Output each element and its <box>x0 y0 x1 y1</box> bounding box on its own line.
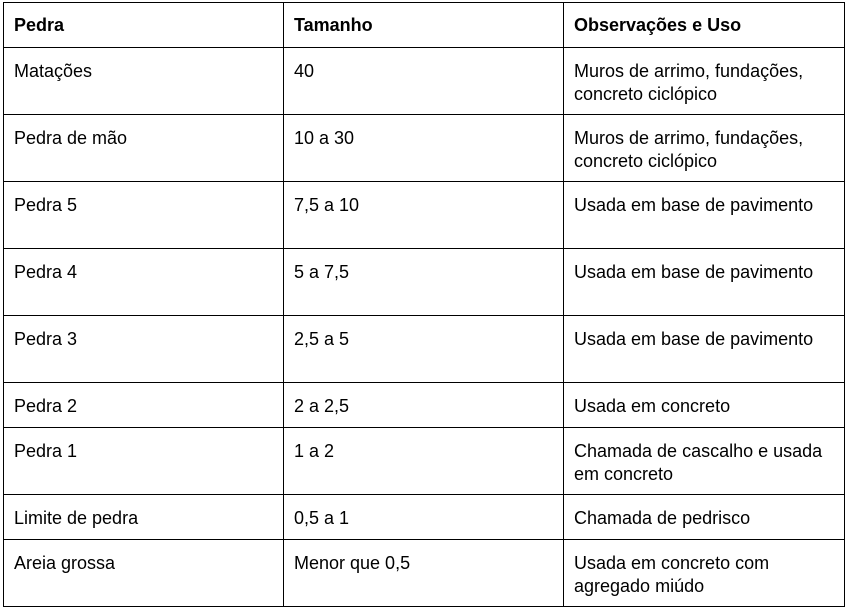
cell-pedra: Pedra 1 <box>4 428 284 495</box>
table-row <box>4 115 845 182</box>
cell-observacoes: Usada em base de pavimento <box>564 249 845 316</box>
table-row <box>4 428 845 495</box>
cell-tamanho: 40 <box>284 48 564 115</box>
table-row <box>4 540 845 607</box>
cell-observacoes: Chamada de cascalho e usada em concreto <box>564 428 845 495</box>
table-row <box>4 48 845 115</box>
table-row <box>4 249 845 316</box>
cell-observacoes: Chamada de pedrisco <box>564 495 845 540</box>
stone-size-table <box>3 2 845 607</box>
table-row <box>4 316 845 383</box>
table-row <box>4 495 845 540</box>
cell-pedra: Pedra 3 <box>4 316 284 383</box>
cell-observacoes: Usada em concreto <box>564 383 845 428</box>
cell-tamanho: 5 a 7,5 <box>284 249 564 316</box>
cell-tamanho: 7,5 a 10 <box>284 182 564 249</box>
table-header-row <box>4 3 845 48</box>
cell-pedra: Pedra 5 <box>4 182 284 249</box>
cell-tamanho: Menor que 0,5 <box>284 540 564 607</box>
cell-observacoes: Muros de arrimo, fundações, concreto ciclópico <box>564 48 845 115</box>
header-pedra: Pedra <box>4 3 284 48</box>
table-row <box>4 182 845 249</box>
header-tamanho: Tamanho <box>284 3 564 48</box>
cell-pedra: Matações <box>4 48 284 115</box>
cell-observacoes: Muros de arrimo, fundações, concreto ciclópico <box>564 115 845 182</box>
cell-pedra: Pedra 4 <box>4 249 284 316</box>
table-row <box>4 383 845 428</box>
cell-observacoes: Usada em concreto com agregado miúdo <box>564 540 845 607</box>
cell-pedra: Pedra de mão <box>4 115 284 182</box>
cell-pedra: Pedra 2 <box>4 383 284 428</box>
cell-observacoes: Usada em base de pavimento <box>564 316 845 383</box>
cell-tamanho: 2 a 2,5 <box>284 383 564 428</box>
cell-observacoes: Usada em base de pavimento <box>564 182 845 249</box>
cell-pedra: Areia grossa <box>4 540 284 607</box>
cell-tamanho: 2,5 a 5 <box>284 316 564 383</box>
header-observacoes: Observações e Uso <box>564 3 845 48</box>
cell-pedra: Limite de pedra <box>4 495 284 540</box>
cell-tamanho: 1 a 2 <box>284 428 564 495</box>
cell-tamanho: 0,5 a 1 <box>284 495 564 540</box>
cell-tamanho: 10 a 30 <box>284 115 564 182</box>
